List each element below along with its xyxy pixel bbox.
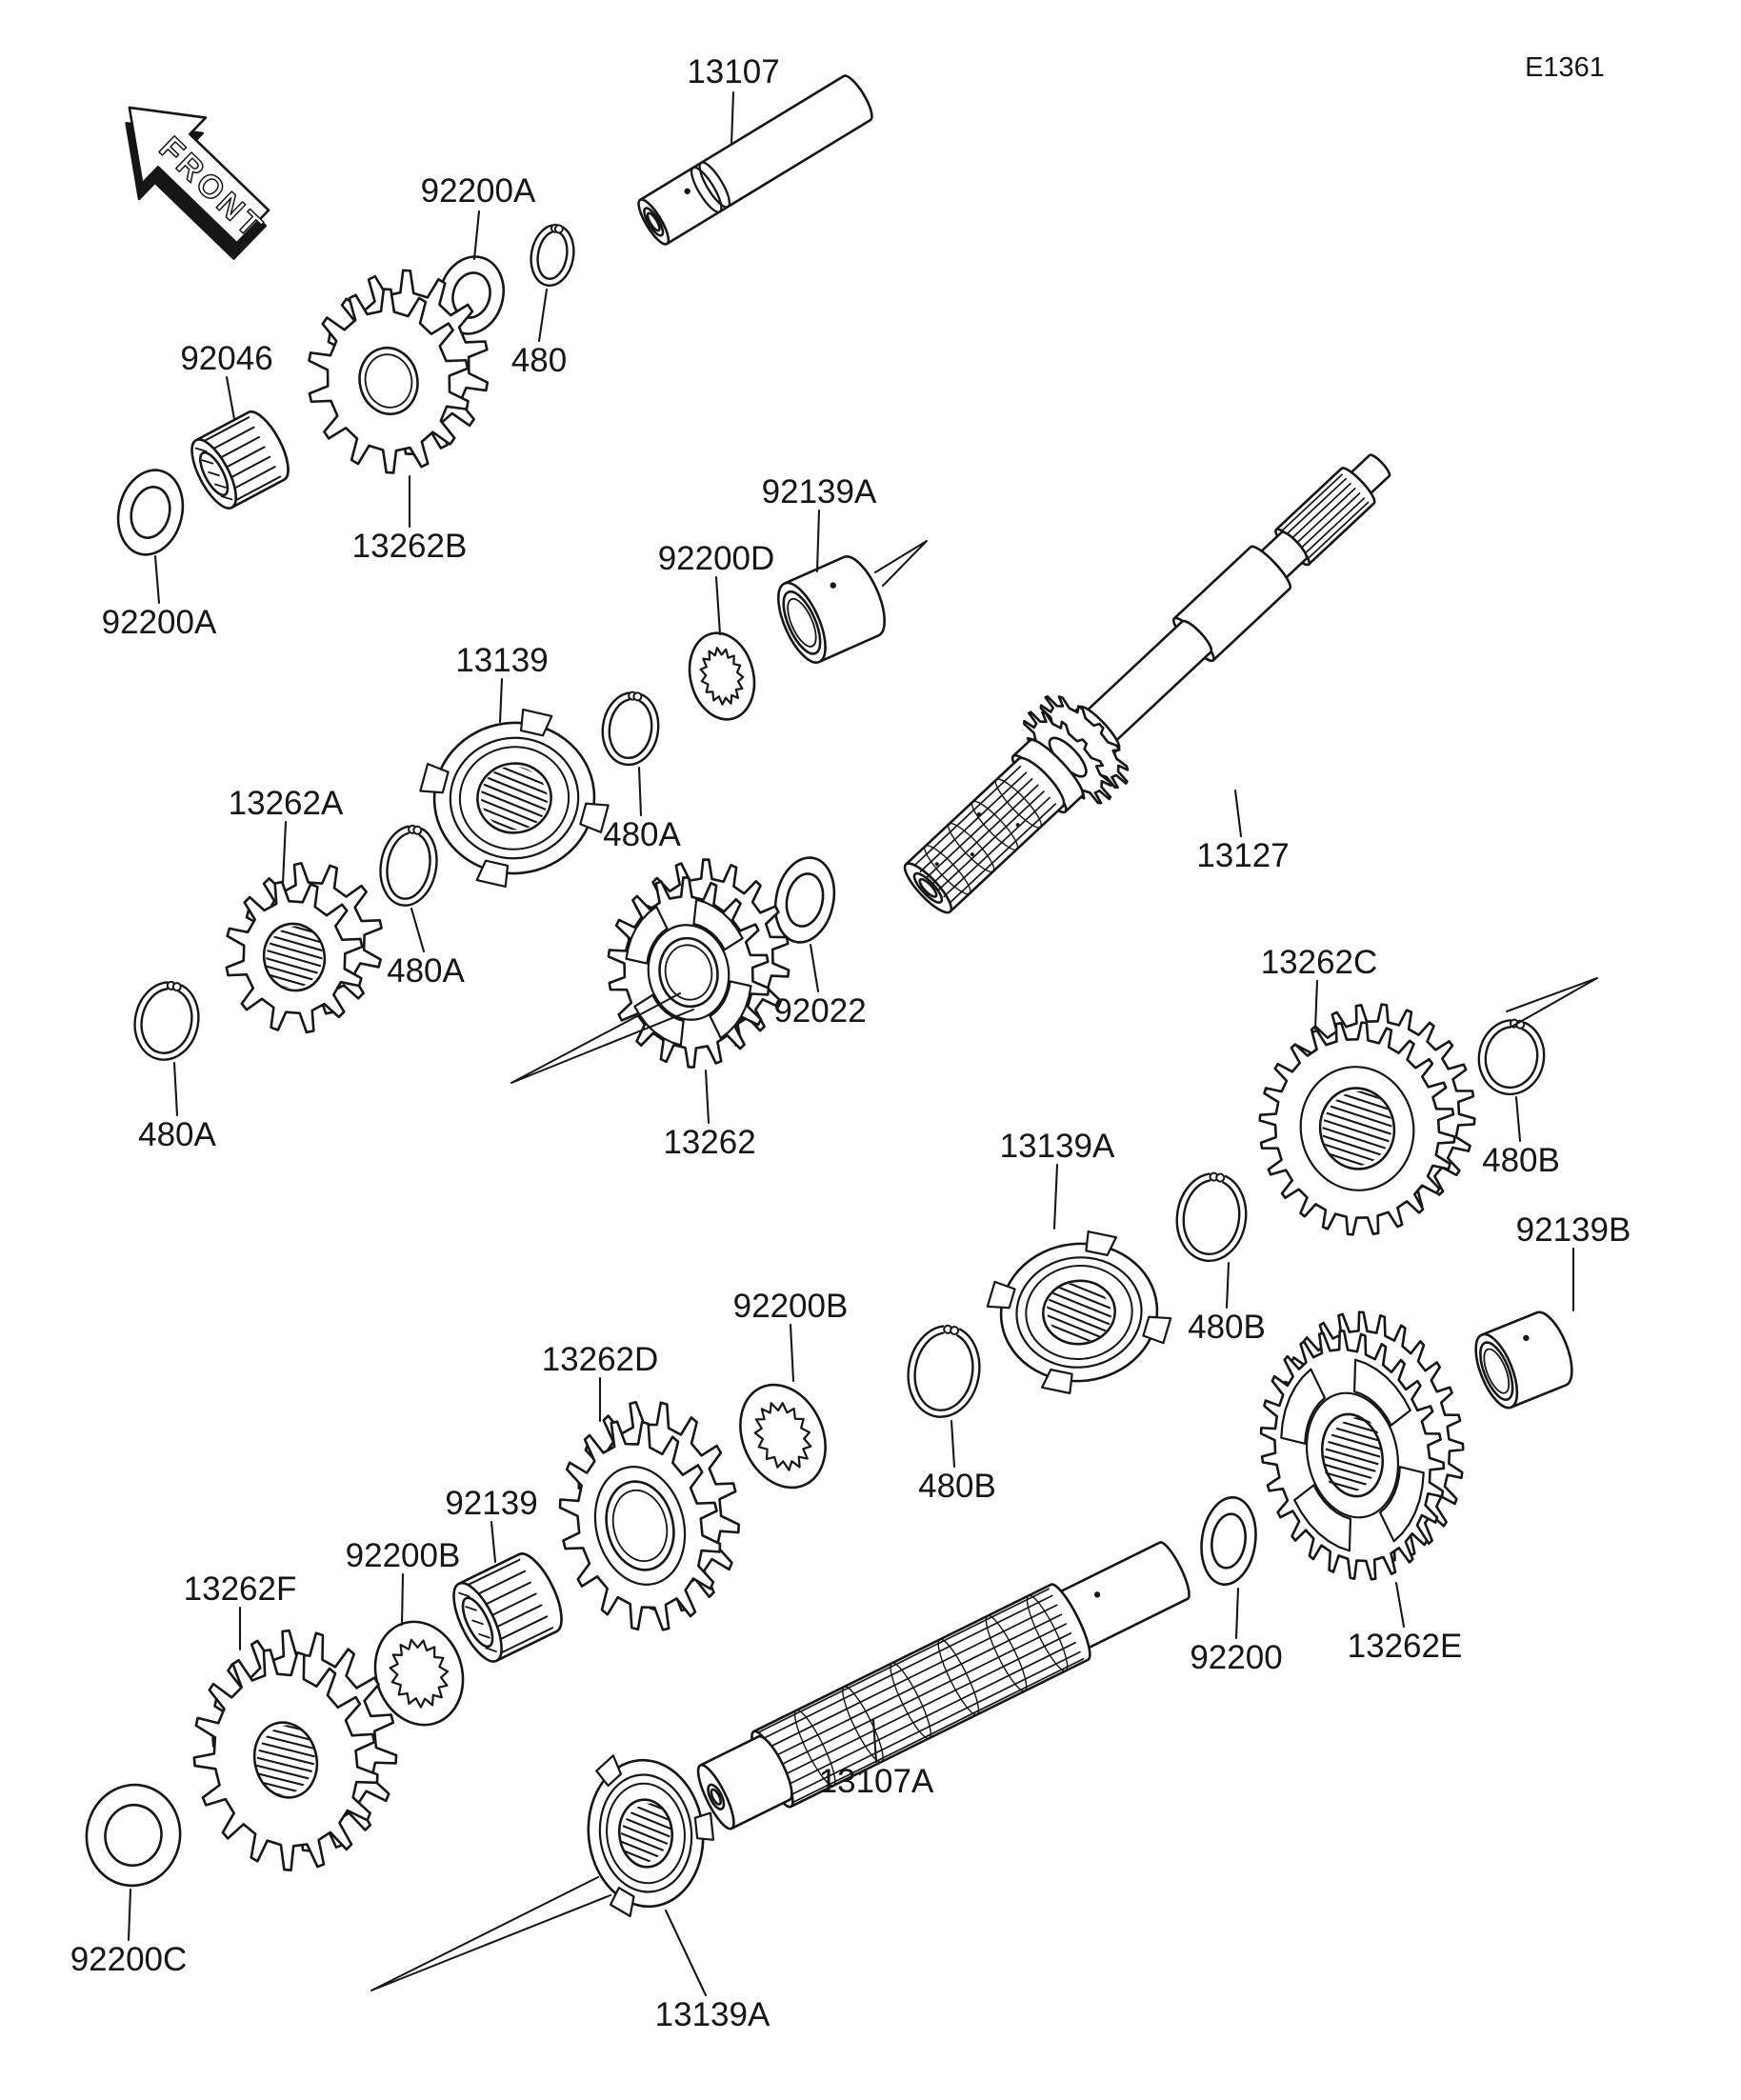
part-label-480: 480 (510, 342, 568, 379)
part-washer-92200A-left (110, 463, 191, 561)
spline-align-arrow-3 (1507, 978, 1597, 1026)
part-gear-13262A (209, 850, 399, 1046)
leader-line-480A (174, 1063, 177, 1115)
diagram-linework (79, 72, 1597, 1995)
part-label-92139B: 92139B (1515, 1211, 1631, 1249)
part-bearing-92046 (183, 406, 296, 514)
leader-line-92200C (129, 1890, 130, 1940)
part-label-13262B: 13262B (351, 528, 468, 565)
leader-line-480A (639, 768, 641, 815)
part-circlip-480A-2 (374, 821, 443, 910)
spline-align-arrow-1 (875, 541, 927, 586)
part-shaft-13107A (689, 1530, 1199, 1838)
leader-line-13262E (1396, 1583, 1404, 1627)
leader-line-92200D (716, 577, 720, 634)
spline-align-arrow-4 (371, 1877, 610, 1990)
part-label-92200A: 92200A (420, 172, 536, 210)
part-splinewasher-92200D (681, 626, 763, 726)
leader-line-13262 (706, 1070, 709, 1123)
part-label-92139A: 92139A (761, 473, 877, 510)
part-label-92200C: 92200C (70, 1941, 188, 1978)
ref-code: E1361 (1525, 52, 1605, 83)
part-label-92022: 92022 (773, 992, 867, 1030)
leader-line-92139 (491, 1522, 495, 1562)
part-label-13107A: 13107A (818, 1763, 934, 1800)
part-washer-92200 (1196, 1494, 1261, 1589)
leader-line-92022 (810, 945, 818, 991)
part-shaft-13107 (633, 72, 876, 248)
part-label-480B: 480B (918, 1468, 996, 1505)
part-circlip-480 (527, 221, 579, 289)
part-label-480B: 480B (1188, 1309, 1266, 1346)
part-label-480A: 480A (138, 1116, 216, 1153)
part-bushing-92139B (1468, 1307, 1581, 1413)
part-splinewasher-92200B-c (725, 1371, 841, 1501)
leader-line-480B (951, 1421, 954, 1467)
part-washer-92022 (768, 852, 841, 949)
part-label-13262C: 13262C (1260, 944, 1378, 981)
leader-line-480A (411, 909, 424, 951)
part-circlip-480B-1 (1473, 1014, 1551, 1099)
part-label-480A: 480A (603, 816, 681, 853)
part-label-92200B: 92200B (345, 1537, 461, 1574)
part-gear-13262E (1236, 1295, 1489, 1597)
part-gear-13262D (535, 1384, 764, 1648)
part-washer-92200C (79, 1777, 189, 1892)
leader-line-13127 (1235, 790, 1241, 836)
part-label-92046: 92046 (180, 340, 273, 377)
part-label-92200A: 92200A (101, 604, 217, 641)
part-circlip-480B-2 (1171, 1169, 1251, 1265)
leader-line-92139A (817, 510, 819, 571)
leader-line-13262A (283, 822, 286, 884)
leader-line-92200B (790, 1325, 793, 1381)
leader-line-92046 (227, 377, 234, 419)
leader-line-480B (1227, 1263, 1229, 1308)
part-label-480A: 480A (387, 952, 465, 990)
leader-line-92200 (1236, 1589, 1238, 1638)
part-label-92200B: 92200B (732, 1288, 849, 1325)
part-shaft-13127 (881, 420, 1423, 937)
part-gear-13262C (1240, 989, 1493, 1250)
part-label-13262A: 13262A (228, 785, 344, 822)
part-circlip-480A-1 (598, 689, 663, 769)
part-circlip-480A-3 (128, 976, 206, 1066)
leader-line-92200A (474, 211, 479, 259)
part-label-92200: 92200 (1190, 1639, 1283, 1676)
leader-line-13107 (731, 92, 733, 145)
leader-line-13139 (500, 679, 502, 722)
part-label-13262F: 13262F (183, 1570, 297, 1608)
leader-line-13139A (666, 1910, 706, 1995)
front-direction-sign (89, 74, 291, 275)
leader-line-480B (1516, 1097, 1520, 1141)
leader-line-92200A (155, 556, 159, 603)
part-label-13139A: 13139A (654, 1996, 770, 2033)
part-label-13262D: 13262D (541, 1341, 659, 1378)
leader-line-480 (539, 290, 547, 341)
part-gear-13262 (591, 848, 807, 1079)
part-hub-13139 (413, 702, 616, 894)
part-bearing-92139 (444, 1548, 570, 1669)
part-label-480B: 480B (1482, 1142, 1560, 1179)
part-label-92200D: 92200D (657, 540, 775, 577)
leader-line-13262C (1315, 981, 1317, 1029)
part-label-13262: 13262 (663, 1124, 756, 1161)
front-label: FRONT (151, 130, 271, 248)
part-hub-13139A-mid (981, 1224, 1177, 1401)
part-label-13139: 13139 (455, 642, 549, 679)
part-circlip-480B-3 (901, 1320, 987, 1423)
part-label-13262E: 13262E (1347, 1628, 1463, 1665)
leader-line-92200B (402, 1574, 403, 1625)
part-label-92139: 92139 (445, 1485, 538, 1522)
part-label-13139A: 13139A (999, 1128, 1115, 1165)
part-label-13127: 13127 (1196, 837, 1290, 874)
part-bushing-92139A (769, 550, 894, 670)
leader-line-13139A (1054, 1165, 1057, 1229)
part-label-13107: 13107 (687, 53, 780, 90)
